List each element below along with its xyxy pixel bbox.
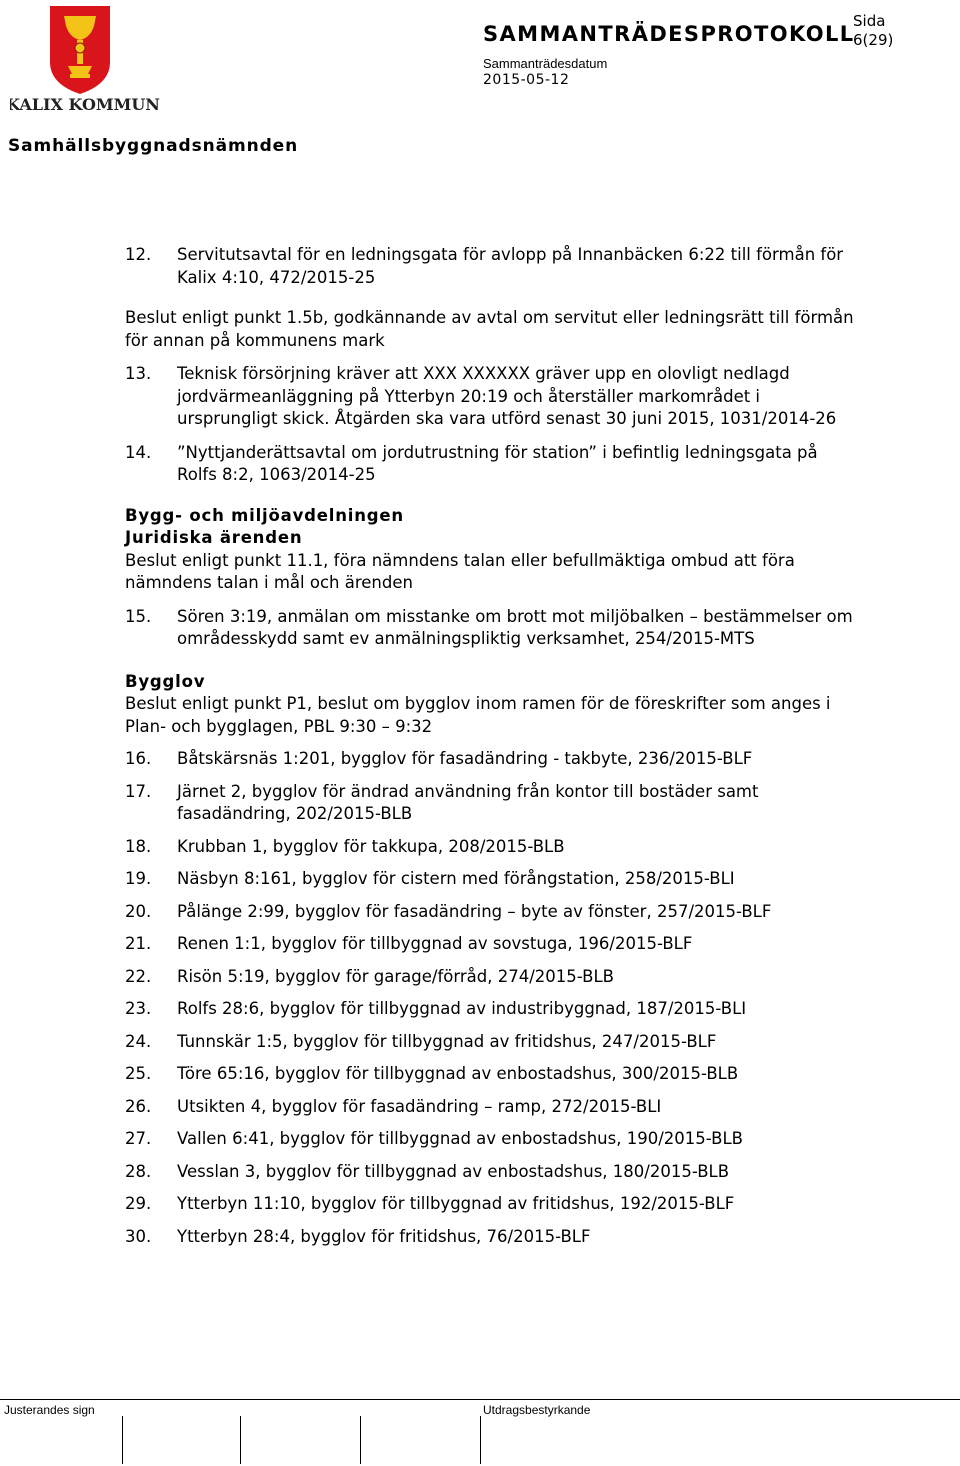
- item-number: 12.: [125, 245, 152, 264]
- list-item: [125, 1128, 855, 1151]
- list-item: [125, 1063, 855, 1086]
- signature-label: Justerandes sign: [4, 1403, 95, 1417]
- logo-wordmark: KALIX KOMMUN: [10, 95, 160, 112]
- list-item: [125, 966, 855, 989]
- signature-box-divider: [360, 1416, 361, 1464]
- decision-reference: Beslut enligt punkt 11.1, föra nämndens talan eller befullmäktiga ombud att föra nämndens talan i mål och ärenden: [125, 550, 795, 592]
- decision-reference: Beslut enligt punkt P1, beslut om bygglov inom ramen för de föreskrifter som anges i Plan- och bygglagen, PBL 9:30 – 9:32: [125, 694, 831, 736]
- committee-name: Samhällsbyggnadsnämnden: [8, 136, 299, 156]
- item-text: Pålänge 2:99, bygglov för fasadändring – byte av fönster, 257/2015-BLF: [177, 901, 772, 921]
- item-text: Vallen 6:41, bygglov för tillbyggnad av enbostadshus, 190/2015-BLB: [177, 1129, 743, 1148]
- signature-box-divider: [240, 1416, 241, 1464]
- item-text: Näsbyn 8:161, bygglov för cistern med förångstation, 258/2015-BLI: [177, 869, 735, 888]
- list-item: [125, 781, 855, 826]
- certification-label: Utdragsbestyrkande: [483, 1403, 591, 1417]
- footer-divider: [0, 1399, 960, 1400]
- item-number: 13.: [125, 364, 152, 383]
- item-text: Teknisk försörjning kräver att XXX XXXXXX gräver upp en olovligt nedlagd jordvärmeanläggning på Ytterbyn 20:19 och återställer markområdet i ursprungligt skick. Åtgärden ska vara utförd senast 30 juni 2015, 1031/2014-26: [177, 364, 837, 428]
- list-item: [125, 901, 855, 924]
- list-item: [125, 748, 855, 771]
- item-number: 19.: [125, 869, 152, 888]
- item-number: 30.: [125, 1226, 152, 1246]
- item-number: 26.: [125, 1096, 152, 1116]
- item-number: 15.: [125, 606, 152, 626]
- list-item: [125, 836, 855, 859]
- section-heading: Bygglov: [125, 671, 206, 691]
- item-text: Renen 1:1, bygglov för tillbyggnad av sovstuga, 196/2015-BLF: [177, 934, 693, 953]
- item-text: Ytterbyn 28:4, bygglov för fritidshus, 76/2015-BLF: [177, 1226, 591, 1246]
- list-item: [125, 998, 855, 1021]
- item-text: Rolfs 28:6, bygglov för tillbyggnad av industribyggnad, 187/2015-BLI: [177, 999, 747, 1018]
- list-item: [125, 1161, 855, 1184]
- item-number: 14.: [125, 442, 152, 462]
- page-number: 6(29): [853, 31, 894, 49]
- protocol-body: [125, 244, 855, 1248]
- section-heading: Bygg- och miljöavdelningen: [125, 505, 404, 525]
- item-text: Töre 65:16, bygglov för tillbyggnad av enbostadshus, 300/2015-BLB: [177, 1064, 739, 1083]
- item-text: Servitutsavtal för en ledningsgata för avlopp på Innanbäcken 6:22 till förmån för Kalix 4:10, 472/2015-25: [177, 245, 844, 287]
- section-subheading: Juridiska ärenden: [125, 528, 303, 547]
- item-number: 18.: [125, 836, 152, 856]
- item-number: 29.: [125, 1194, 152, 1213]
- item-number: 22.: [125, 966, 152, 986]
- document-title: SAMMANTRÄDESPROTOKOLL: [483, 22, 855, 46]
- item-number: 24.: [125, 1031, 152, 1051]
- agenda-item: [125, 606, 855, 651]
- item-number: 28.: [125, 1161, 152, 1181]
- decision-reference: Beslut enligt punkt 1.5b, godkännande av avtal om servitut eller ledningsrätt till förmån för annan på kommunens mark: [125, 308, 854, 350]
- item-number: 25.: [125, 1064, 152, 1083]
- item-text: Järnet 2, bygglov för ändrad användning från kontor till bostäder samt fasadändring, 202/2015-BLB: [177, 781, 759, 823]
- permit-list: [125, 748, 855, 1248]
- list-item: [125, 1031, 855, 1054]
- item-number: 21.: [125, 934, 152, 953]
- item-number: 17.: [125, 781, 152, 801]
- item-text: Tunnskär 1:5, bygglov för tillbyggnad av fritidshus, 247/2015-BLF: [177, 1031, 717, 1051]
- item-number: 23.: [125, 999, 152, 1018]
- agenda-item: [125, 244, 855, 289]
- item-text: Risön 5:19, bygglov för garage/förråd, 274/2015-BLB: [177, 966, 614, 986]
- item-text: Båtskärsnäs 1:201, bygglov för fasadändring - takbyte, 236/2015-BLF: [177, 749, 753, 768]
- item-text: Utsikten 4, bygglov för fasadändring – ramp, 272/2015-BLI: [177, 1096, 662, 1116]
- list-item: [125, 1096, 855, 1119]
- list-item: [125, 933, 855, 956]
- item-number: 16.: [125, 749, 152, 768]
- kalix-kommun-logo: [10, 4, 160, 112]
- item-text: Vesslan 3, bygglov för tillbyggnad av enbostadshus, 180/2015-BLB: [177, 1161, 730, 1181]
- meeting-date-label: Sammanträdesdatum: [483, 56, 608, 71]
- signature-box-divider: [480, 1416, 481, 1464]
- agenda-item: [125, 442, 855, 487]
- item-text: Krubban 1, bygglov för takkupa, 208/2015-BLB: [177, 836, 565, 856]
- list-item: [125, 868, 855, 891]
- signature-box-divider: [122, 1416, 123, 1464]
- coat-of-arms-icon: [10, 4, 160, 112]
- agenda-item: [125, 363, 855, 431]
- item-text: Sören 3:19, anmälan om misstanke om brott mot miljöbalken – bestämmelser om områdesskydd samt ev anmälningspliktig verksamhet, 254/2015-MTS: [177, 606, 853, 648]
- item-number: 20.: [125, 901, 152, 921]
- item-text: ”Nyttjanderättsavtal om jordutrustning för station” i befintlig ledningsgata på Rolfs 8:2, 1063/2014-25: [177, 442, 818, 484]
- item-number: 27.: [125, 1129, 152, 1148]
- item-text: Ytterbyn 11:10, bygglov för tillbyggnad av fritidshus, 192/2015-BLF: [177, 1194, 735, 1213]
- list-item: [125, 1226, 855, 1249]
- page-label: Sida: [853, 12, 886, 30]
- list-item: [125, 1193, 855, 1216]
- meeting-date: 2015-05-12: [483, 72, 570, 88]
